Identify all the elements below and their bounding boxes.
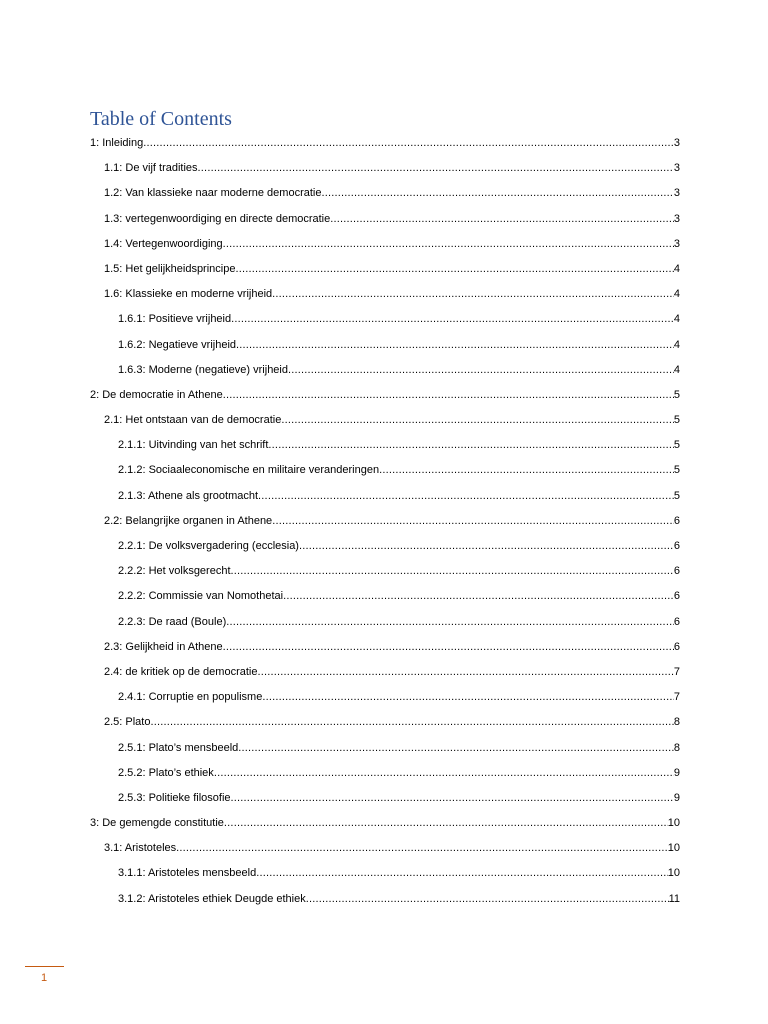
- toc-entry-label: 1.6.1: Positieve vrijheid: [118, 313, 232, 326]
- toc-entry-page: 4: [673, 338, 680, 351]
- toc-leader: [236, 335, 674, 355]
- toc-entry-page: 11: [668, 892, 680, 905]
- toc-entry-page: 3: [673, 162, 680, 175]
- toc-leader: [226, 612, 674, 632]
- toc-leader: [143, 133, 674, 153]
- toc-entry-page: 3: [673, 137, 680, 149]
- toc-leader: [283, 586, 674, 606]
- toc-entry[interactable]: [90, 234, 680, 259]
- toc-entry-page: 6: [673, 565, 680, 578]
- toc-entry[interactable]: [90, 561, 680, 586]
- toc-entry-page: 5: [673, 414, 680, 427]
- toc-entry-page: 6: [673, 514, 680, 527]
- toc-entry-label: 1.6: Klassieke en moderne vrijheid: [104, 288, 273, 301]
- toc-entry-label: 2.5.3: Politieke filosofie: [118, 791, 231, 804]
- toc-entry-label: 3: De gemengde constitutie: [90, 817, 224, 830]
- toc-entry-page: 6: [673, 640, 680, 653]
- toc-entry[interactable]: [90, 712, 680, 737]
- toc-entry-page: 8: [673, 716, 680, 729]
- toc-entry[interactable]: [90, 335, 680, 360]
- toc-leader: [235, 259, 673, 279]
- toc-entry-label: 1.6.2: Negatieve vrijheid: [118, 338, 237, 351]
- toc-entry-label: 2.5: Plato: [104, 716, 151, 729]
- toc-entry-label: 2.4: de kritiek op de democratie: [104, 665, 258, 678]
- toc-leader: [299, 536, 674, 556]
- toc-entry-page: 4: [673, 288, 680, 301]
- toc-entry-label: 3.1.1: Aristoteles mensbeeld: [118, 867, 257, 880]
- toc-entry[interactable]: [90, 637, 680, 662]
- toc-entry[interactable]: [90, 511, 680, 536]
- toc-entry[interactable]: [90, 284, 680, 309]
- toc-entry[interactable]: [90, 309, 680, 334]
- toc-entry[interactable]: [90, 486, 680, 511]
- toc-entry-page: 5: [673, 489, 680, 502]
- toc-entry-page: 4: [673, 262, 680, 275]
- toc-entry-page: 6: [673, 540, 680, 552]
- toc-leader: [306, 889, 669, 909]
- toc-entry-page: 7: [673, 665, 680, 678]
- toc-entry[interactable]: [90, 738, 680, 763]
- toc-leader: [224, 813, 668, 833]
- toc-entry[interactable]: [90, 133, 680, 158]
- toc-entry[interactable]: [90, 889, 680, 914]
- toc-leader: [256, 863, 668, 883]
- toc-entry[interactable]: [90, 183, 680, 208]
- toc-entry[interactable]: [90, 435, 680, 460]
- toc-entry-page: 10: [667, 842, 680, 855]
- toc-leader: [198, 158, 674, 178]
- toc-entry-label: 2.2.1: De volksvergadering (ecclesia): [118, 540, 299, 552]
- toc-entry[interactable]: [90, 158, 680, 183]
- toc-entry-page: 6: [673, 615, 680, 628]
- toc-entry-label: 2.2.2: Het volksgerecht: [118, 565, 231, 578]
- toc-entry-label: 1: Inleiding: [90, 137, 144, 149]
- toc-entry[interactable]: [90, 788, 680, 813]
- toc-entry-label: 2.5.1: Plato’s mensbeeld: [118, 741, 239, 754]
- toc-leader: [258, 486, 674, 506]
- toc-leader: [176, 838, 668, 858]
- toc-entry-label: 1.3: vertegenwoordiging en directe democratie: [104, 212, 331, 225]
- footer-rule: [25, 966, 64, 967]
- toc-entry-page: 4: [673, 313, 680, 326]
- toc-leader: [223, 637, 674, 657]
- toc-entry-page: 3: [673, 237, 680, 250]
- toc-entry-page: 7: [673, 691, 680, 704]
- toc-entry-page: 4: [673, 363, 680, 376]
- toc-entry-label: 2.2: Belangrijke organen in Athene: [104, 514, 273, 527]
- toc-leader: [288, 360, 674, 380]
- toc-entry-label: 2.1.3: Athene als grootmacht: [118, 489, 259, 502]
- toc-list: [90, 133, 680, 914]
- toc-entry-label: 2.4.1: Corruptie en populisme: [118, 691, 263, 704]
- toc-entry-label: 3.1: Aristoteles: [104, 842, 177, 855]
- toc-entry[interactable]: [90, 360, 680, 385]
- toc-entry[interactable]: [90, 813, 680, 838]
- toc-entry[interactable]: [90, 209, 680, 234]
- toc-leader: [268, 435, 673, 455]
- toc-entry-label: 1.6.3: Moderne (negatieve) vrijheid: [118, 363, 288, 376]
- toc-entry-label: 2.2.3: De raad (Boule): [118, 615, 227, 628]
- toc-entry-label: 3.1.2: Aristoteles ethiek Deugde ethiek: [118, 892, 306, 905]
- toc-entry-page: 3: [673, 187, 680, 200]
- toc-entry[interactable]: [90, 662, 680, 687]
- toc-leader: [262, 687, 674, 707]
- page-number: 1: [41, 972, 48, 984]
- toc-leader: [238, 738, 674, 758]
- toc-entry-label: 1.2: Van klassieke naar moderne democratie: [104, 187, 322, 200]
- toc-leader: [272, 511, 674, 531]
- toc-title: Table of Contents: [90, 108, 232, 130]
- toc-entry[interactable]: [90, 586, 680, 611]
- toc-entry-label: 2.3: Gelijkheid in Athene: [104, 640, 223, 653]
- toc-entry-label: 2.1.1: Uitvinding van het schrift: [118, 439, 269, 452]
- toc-entry[interactable]: [90, 612, 680, 637]
- toc-entry[interactable]: [90, 763, 680, 788]
- toc-leader: [281, 410, 674, 430]
- toc-entry-label: 2.1.2: Sociaaleconomische en militaire veranderingen: [118, 464, 380, 477]
- toc-entry[interactable]: [90, 385, 680, 410]
- toc-entry[interactable]: [90, 410, 680, 435]
- toc-leader: [223, 385, 674, 405]
- toc-leader: [272, 284, 674, 304]
- toc-entry-label: 2.5.2: Plato’s ethiek: [118, 766, 214, 779]
- toc-entry-page: 8: [673, 741, 680, 754]
- toc-entry[interactable]: [90, 460, 680, 485]
- toc-leader: [214, 763, 674, 783]
- toc-entry[interactable]: [90, 687, 680, 712]
- toc-entry-page: 5: [673, 388, 680, 401]
- toc-entry[interactable]: [90, 863, 680, 888]
- toc-entry-label: 1.5: Het gelijkheidsprincipe: [104, 262, 236, 275]
- toc-entry-label: 2.1: Het ontstaan van de democratie: [104, 414, 282, 427]
- toc-leader: [150, 712, 673, 732]
- toc-entry[interactable]: [90, 259, 680, 284]
- toc-leader: [231, 309, 674, 329]
- toc-entry-label: 2: De democratie in Athene: [90, 388, 223, 401]
- toc-leader: [257, 662, 673, 682]
- toc-entry-page: 5: [673, 439, 680, 452]
- toc-entry-page: 10: [667, 817, 680, 830]
- toc-leader: [231, 788, 674, 808]
- toc-entry-page: 6: [673, 590, 680, 603]
- toc-entry-page: 10: [667, 867, 680, 880]
- toc-leader: [321, 183, 673, 203]
- toc-entry[interactable]: [90, 536, 680, 561]
- toc-entry-label: 1.4: Vertegenwoordiging: [104, 237, 223, 250]
- toc-leader: [231, 561, 674, 581]
- toc-leader: [330, 209, 674, 229]
- toc-entry-page: 5: [673, 464, 680, 477]
- toc-leader: [379, 460, 674, 480]
- toc-entry-page: 9: [673, 766, 680, 779]
- toc-entry-label: 2.2.2: Commissie van Nomothetai: [118, 590, 284, 603]
- toc-entry[interactable]: [90, 838, 680, 863]
- toc-entry-page: 3: [673, 212, 680, 225]
- toc-entry-page: 9: [673, 791, 680, 804]
- toc-entry-label: 1.1: De vijf tradities: [104, 162, 198, 175]
- toc-leader: [223, 234, 674, 254]
